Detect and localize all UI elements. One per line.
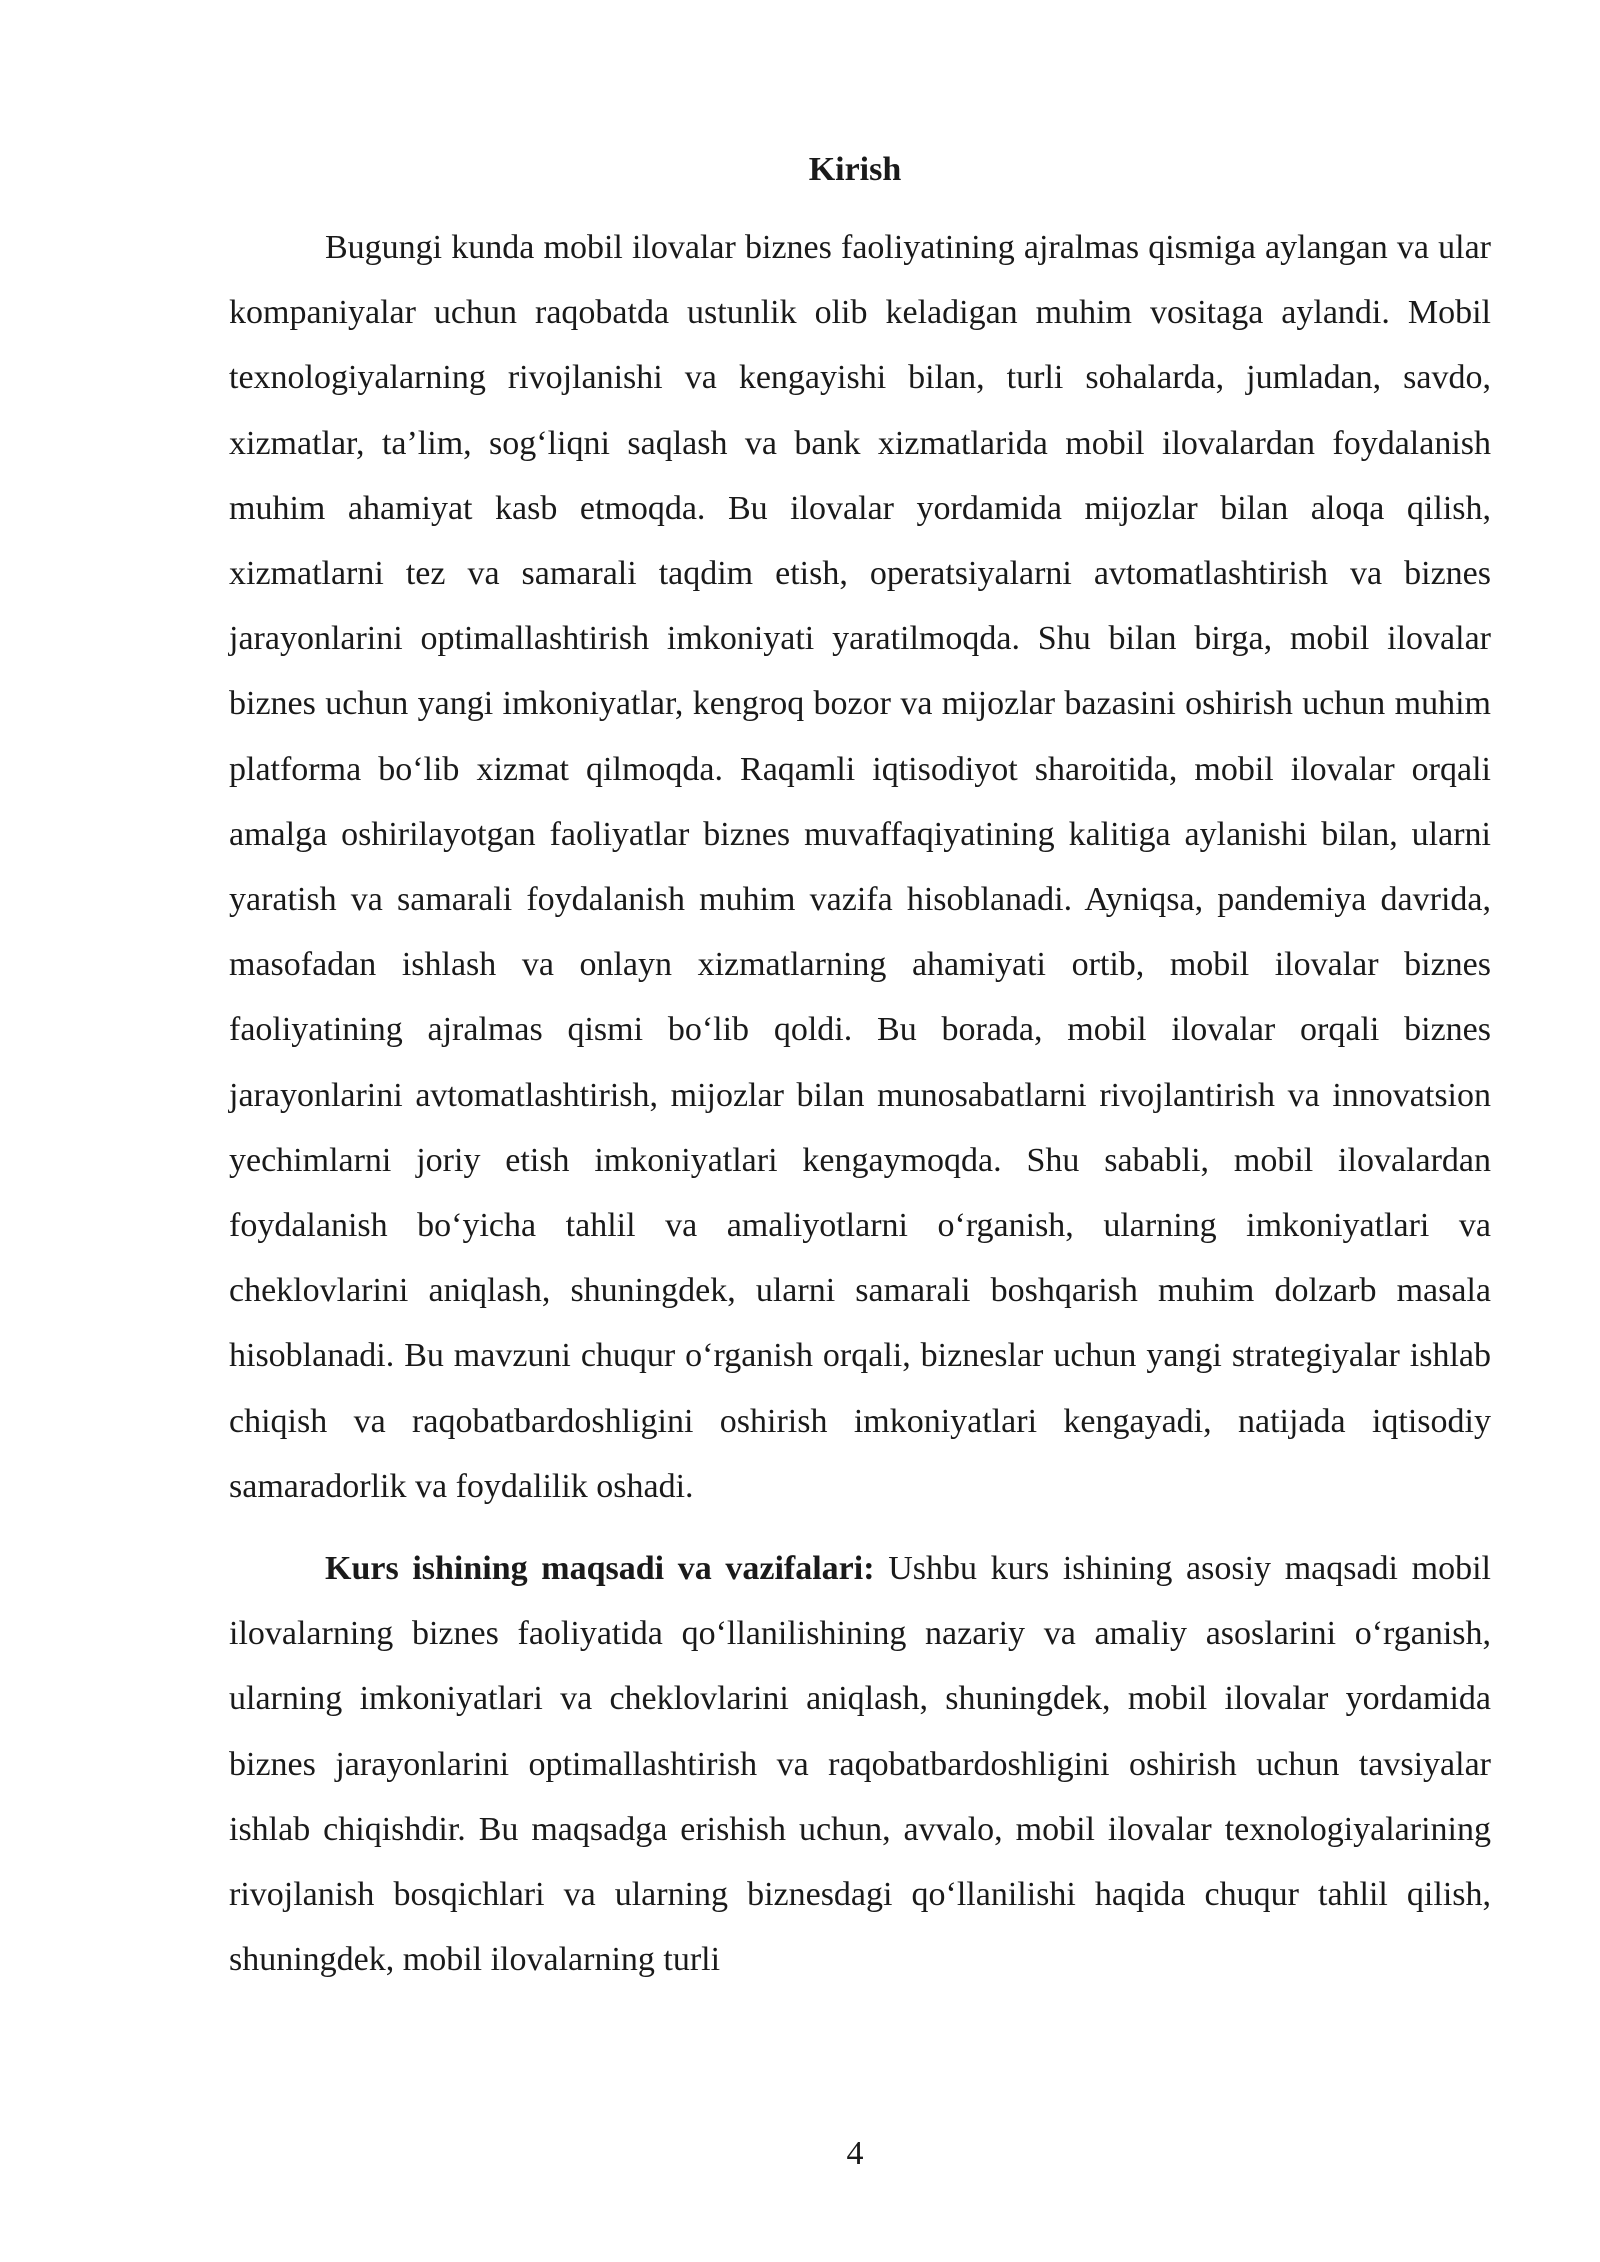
paragraph-text: Bugungi kunda mobil ilovalar biznes faoliyatining ajralmas qismiga aylangan va ular kompaniyalar uchun raqobatda ustunlik olib keladigan muhim vositaga aylandi. Mobil texnologiyalarning rivojlanishi va kengayishi bilan, turli sohalarda, jumladan, savdo, xizmatlar, ta’lim, sog‘liqni saqlash va bank xizmatlarida mobil ilovalardan foydalanish muhim ahamiyat kasb etmoqda. Bu ilovalar yordamida mijozlar bilan aloqa qilish, xizmatlarni tez va samarali taqdim etish, operatsiyalarni avtomatlashtirish va biznes jarayonlarini optimallashtirish imkoniyati yaratilmoqda. Shu bilan birga, mobil ilovalar biznes uchun yangi imkoniyatlar, kengroq bozor va mijozlar bazasini oshirish uchun muhim platforma bo‘lib xizmat qilmoqda. Raqamli iqtisodiyot sharoitida, mobil ilovalar orqali amalga oshirilayotgan faoliyatlar biznes muvaffaqiyatining kalitiga aylanishi bilan, ularni yaratish va samarali foydalanish muhim vazifa hisoblanadi. Ayniqsa, pandemiya davrida, masofadan ishlash va onlayn xizmatlarning ahamiyati ortib, mobil ilovalar biznes faoliyatining ajralmas qismi bo‘lib qoldi. Bu borada, mobil ilovalar orqali biznes jarayonlarini avtomatlashtirish, mijozlar bilan munosabatlarni rivojlantirish va innovatsion yechimlarni joriy etish imkoniyatlari kengaymoqda. Shu sababli, mobil ilovalardan foydalanish bo‘yicha tahlil va amaliyotlarni o‘rganish, ularning imkoniyatlari va cheklovlarini aniqlash, shuningdek, ularni samarali boshqarish muhim dolzarb masala hisoblanadi. Bu mavzuni chuqur o‘rganish orqali, bizneslar uchun yangi strategiyalar ishlab chiqish va raqobatbardoshligini oshirish imkoniyatlari kengayadi, natijada iqtisodiy samaradorlik va foydalilik oshadi.: [229, 229, 1491, 1505]
paragraph-text: Ushbu kurs ishining asosiy maqsadi mobil ilovalarning biznes faoliyatida qo‘llanilishining nazariy va amaliy asoslarini o‘rganish, ularning imkoniyatlari va cheklovlarini aniqlash, shuningdek, mobil ilovalar yordamida biznes jarayonlarini optimallashtirish va raqobatbardoshligini oshirish uchun tavsiyalar ishlab chiqishdir. Bu maqsadga erishish uchun, avvalo, mobil ilovalar texnologiyalarining rivojlanish bosqichlari va ularning biznesdagi qo‘llanilishi haqida chuqur tahlil qilish, shuningdek, mobil ilovalarning turli: [229, 1550, 1491, 1979]
paragraph-lead: Kurs ishining maqsadi va vazifalari:: [325, 1550, 875, 1588]
paragraph-goals: [229, 1536, 1491, 1992]
paragraph-introduction: [229, 215, 1491, 1519]
page-title: Kirish: [808, 151, 902, 188]
page-number: 4: [846, 2135, 864, 2172]
document-body: [229, 215, 1491, 1992]
